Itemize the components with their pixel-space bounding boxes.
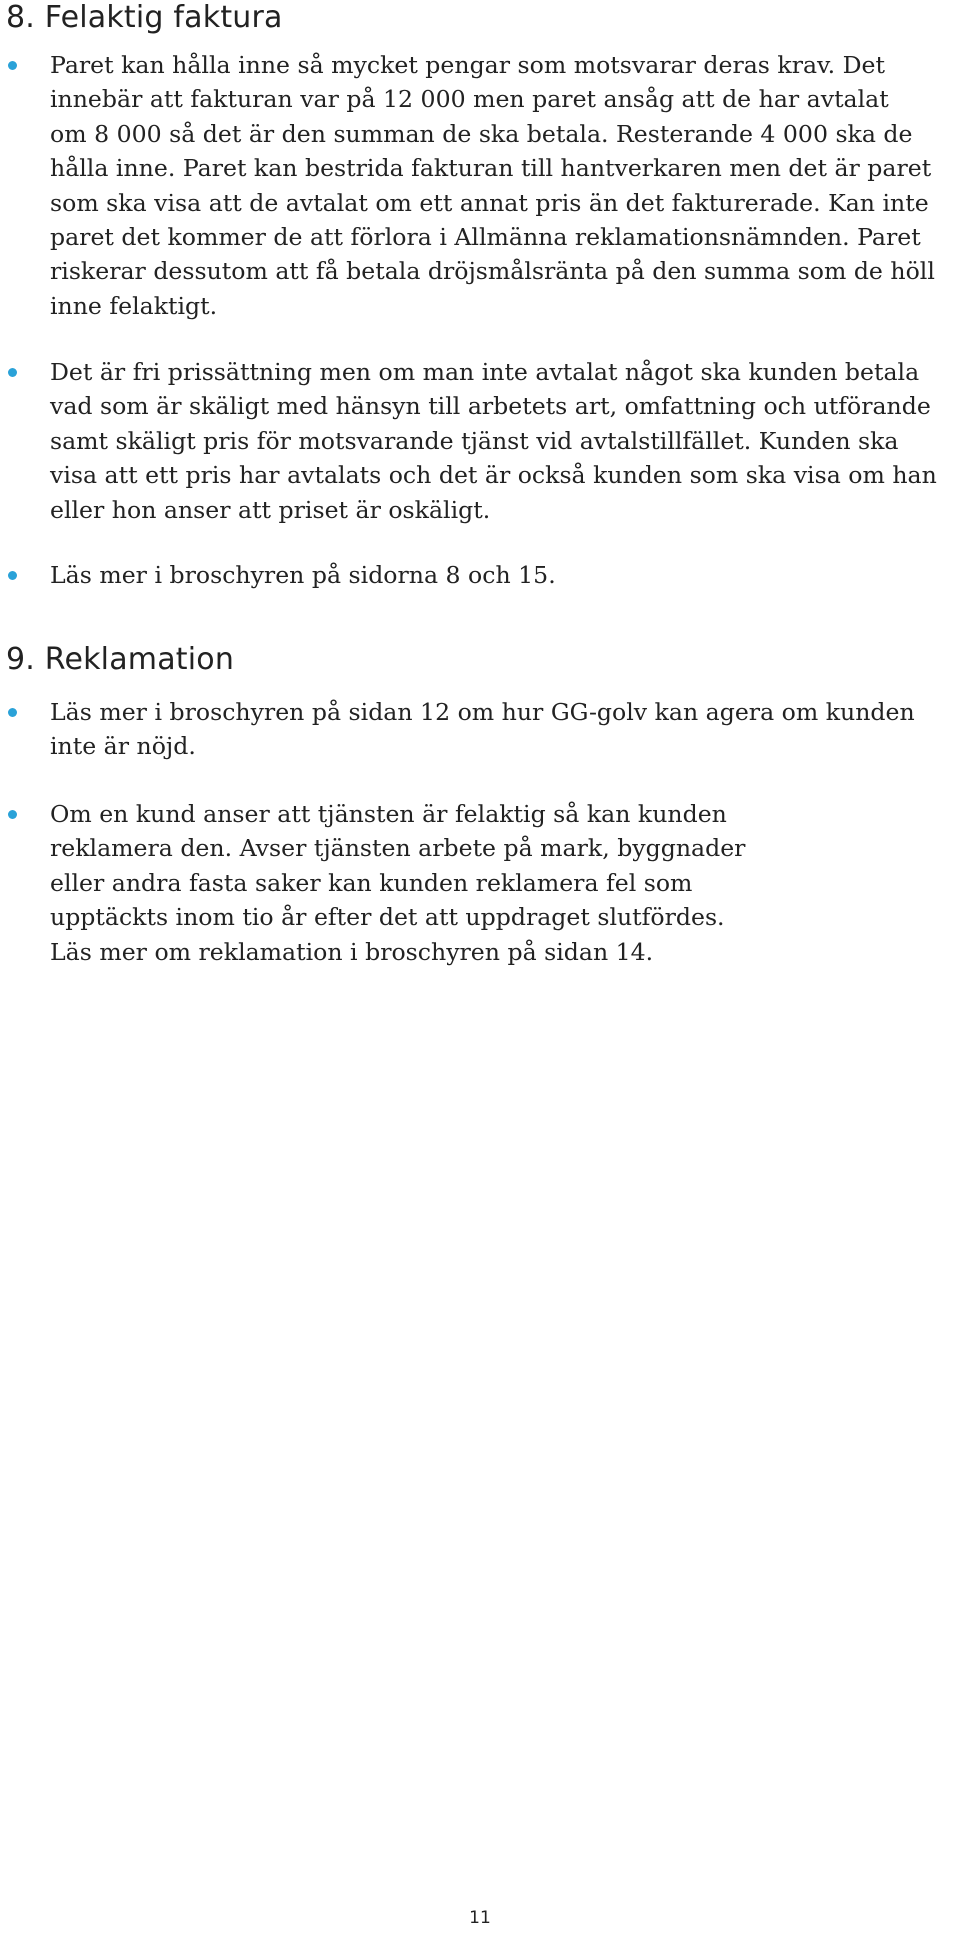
- text-line: innebär att fakturan var på 12 000 men paret ansåg att de har avtalat: [50, 85, 889, 114]
- text-line: om 8 000 så det är den summan de ska betala. Resterande 4 000 ska de: [50, 119, 913, 148]
- bullet-icon: [8, 708, 17, 717]
- text-line: inte är nöjd.: [50, 732, 196, 761]
- text-line: Paret kan hålla inne så mycket pengar som motsvarar deras krav. Det: [50, 51, 885, 79]
- text-line: paret det kommer de att förlora i Allmänna reklamationsnämnden. Paret: [50, 223, 921, 252]
- bullet-text: [50, 695, 915, 764]
- text-line: hålla inne. Paret kan bestrida fakturan till hantverkaren men det är paret: [50, 154, 932, 183]
- bullet-text: [50, 558, 556, 592]
- section-heading-reklamation: 9. Reklamation: [6, 642, 235, 677]
- bullet-icon: [8, 810, 17, 819]
- page-number: 11: [469, 1908, 491, 1928]
- bullet-icon: [8, 368, 17, 377]
- bullet-icon: [8, 571, 17, 580]
- text-line: Det är fri prissättning men om man inte avtalat något ska kunden betala: [50, 358, 920, 386]
- text-line: Läs mer i broschyren på sidorna 8 och 15.: [50, 561, 556, 589]
- text-line: reklamera den. Avser tjänsten arbete på mark, byggnader: [50, 834, 746, 863]
- text-line: Om en kund anser att tjänsten är felaktig så kan kunden: [50, 800, 727, 828]
- section-heading-felaktig-faktura: 8. Felaktig faktura: [6, 0, 283, 35]
- text-line: inne felaktigt.: [50, 291, 218, 320]
- text-line: vad som är skäligt med hänsyn till arbetets art, omfattning och utförande: [50, 392, 931, 421]
- text-line: som ska visa att de avtalat om ett annat pris än det fakturerade. Kan inte: [50, 188, 929, 217]
- bullet-text: [50, 797, 745, 969]
- text-line: visa att ett pris har avtalats och det är också kunden som ska visa om han: [50, 461, 937, 490]
- text-line: samt skäligt pris för motsvarande tjänst vid avtalstillfället. Kunden ska: [50, 426, 899, 455]
- text-line: Läs mer i broschyren på sidan 12 om hur GG-golv kan agera om kunden: [50, 698, 915, 726]
- text-line: upptäckts inom tio år efter det att uppdraget slutfördes.: [50, 903, 725, 932]
- text-line: Läs mer om reklamation i broschyren på sidan 14.: [50, 937, 654, 966]
- bullet-icon: [8, 61, 17, 70]
- bullet-text: [50, 355, 937, 527]
- text-line: riskerar dessutom att få betala dröjsmålsränta på den summa som de höll: [50, 257, 935, 286]
- text-line: eller hon anser att priset är oskäligt.: [50, 495, 491, 524]
- bullet-text: [50, 48, 935, 323]
- text-line: eller andra fasta saker kan kunden reklamera fel som: [50, 868, 693, 897]
